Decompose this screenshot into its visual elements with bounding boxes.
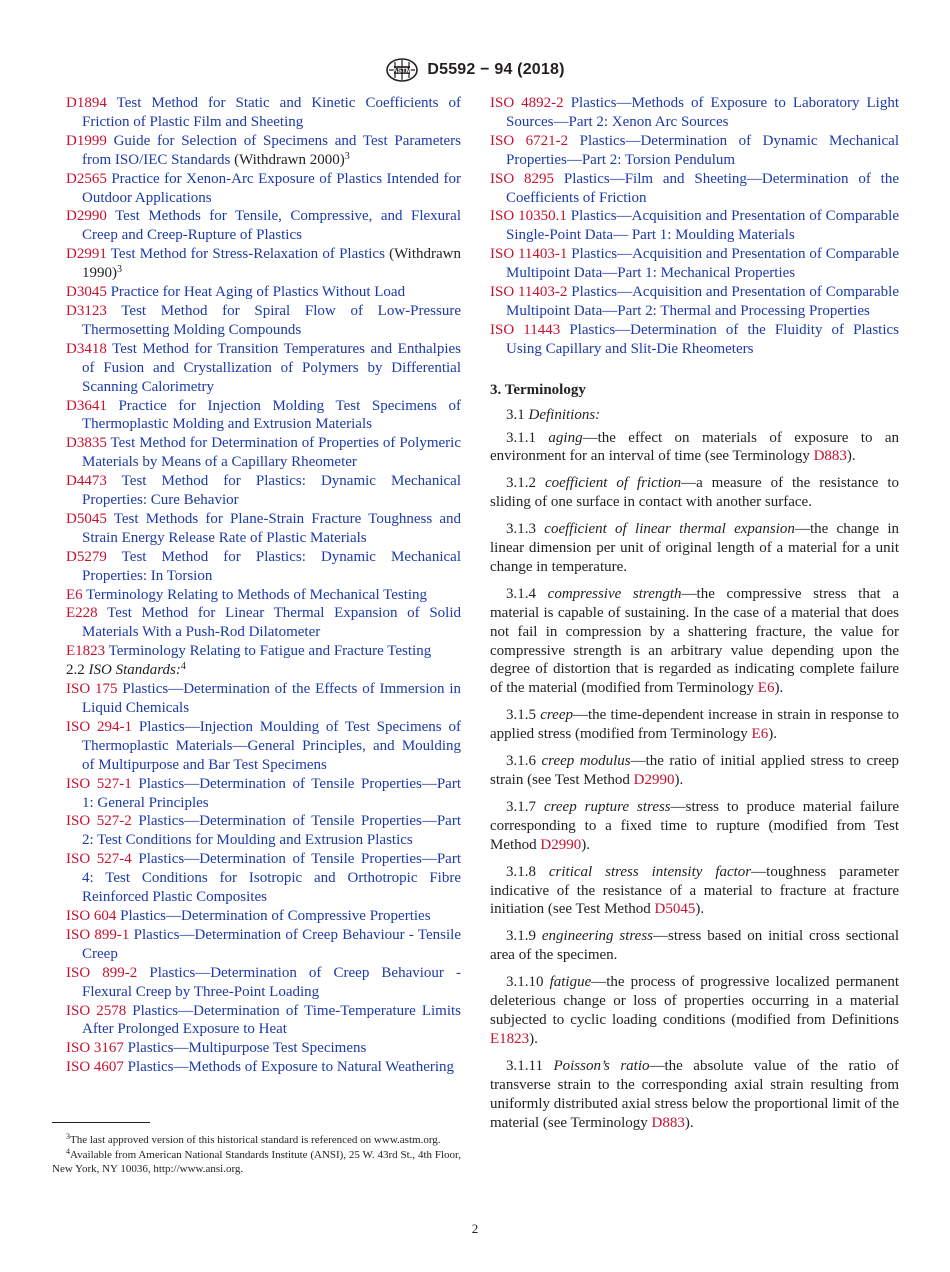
referenced-documents-astm <box>66 94 461 661</box>
reference-item <box>66 604 461 642</box>
reference-code-link[interactable]: ISO 527-2 <box>66 813 132 830</box>
reference-code-link[interactable]: ISO 175 <box>66 681 118 698</box>
reference-title-link[interactable]: Plastics—Film and Sheeting—Determination of the Coefficients of Friction <box>506 170 900 206</box>
reference-title-link[interactable]: Test Method for Linear Thermal Expansion of Solid Materials With a Push-Rod Dilatometer <box>82 605 461 641</box>
reference-title-link[interactable]: Test Method for Transition Temperatures and Enthalpies of Fusion and Crystallization of Polymers by Differential Scanning Calorimetry <box>82 340 461 395</box>
definition-reference-link[interactable]: D883 <box>813 448 847 465</box>
reference-title-link[interactable]: Terminology Relating to Methods of Mechanical Testing <box>86 586 428 603</box>
reference-title-link[interactable]: Plastics—Acquisition and Presentation of Comparable Multipoint Data—Part 1: Mechanical Properties <box>506 246 900 282</box>
reference-title-link[interactable]: Test Methods for Plane-Strain Fracture Toughness and Strain Energy Release Rate of Plastic Materials <box>82 510 461 546</box>
definition-reference-link[interactable]: D2990 <box>540 836 582 853</box>
definition-term: aging <box>548 429 583 446</box>
footnote <box>52 1148 461 1177</box>
reference-title-link[interactable]: Plastics—Acquisition and Presentation of Comparable Multipoint Data—Part 2: Thermal and Processing Properties <box>506 284 900 319</box>
reference-code-link[interactable]: ISO 899-2 <box>66 964 138 981</box>
reference-item <box>66 472 461 510</box>
reference-item <box>66 434 461 472</box>
reference-item <box>490 245 899 283</box>
definition-text: —stress to produce material failure corresponding to a fixed time to rupture (modified from Test Method <box>490 798 900 853</box>
reference-item <box>490 321 899 359</box>
definition-term: coefficient of linear thermal expansion <box>544 521 795 538</box>
definition-reference-link[interactable]: E1823 <box>490 1030 530 1047</box>
definitions-list <box>490 429 899 1133</box>
reference-title-link[interactable]: Test Method for Spiral Flow of Low-Pressure Thermosetting Molding Compounds <box>82 302 461 338</box>
reference-title-link[interactable]: Test Method for Static and Kinetic Coefficients of Friction of Plastic Film and Sheeting <box>82 95 461 130</box>
reference-item <box>66 907 461 926</box>
definition-text: —the absolute value of the ratio of transverse strain to the corresponding axial strain resulting from uniformly distributed axial stress below the proportional limit of the material (see Terminology <box>490 1057 899 1131</box>
definition-paragraph <box>490 863 899 920</box>
definition-text-end: ). <box>529 1030 538 1047</box>
reference-title-link[interactable]: Plastics—Methods of Exposure to Laboratory Light Sources—Part 2: Xenon Arc Sources <box>506 95 899 130</box>
reference-item <box>66 812 461 850</box>
svg-text:ASTM: ASTM <box>393 67 412 75</box>
footnote-marker[interactable]: 3 <box>344 150 350 162</box>
definition-term: creep modulus <box>541 753 631 770</box>
reference-code-link[interactable]: E228 <box>66 605 98 622</box>
footnotes <box>52 1133 461 1177</box>
reference-item <box>66 245 461 283</box>
definition-text: —stress based on initial cross sectional area of the specimen. <box>490 928 900 964</box>
reference-code-link[interactable]: D2990 <box>66 208 107 225</box>
definition-reference-link[interactable]: D2990 <box>633 772 675 788</box>
definition-text: —a measure of the resistance to sliding of one surface in contact with another surface. <box>490 475 899 511</box>
definition-number: 3.1.8 <box>506 863 536 880</box>
definition-reference-link[interactable]: E6 <box>751 726 769 743</box>
definition-paragraph <box>490 474 899 512</box>
reference-title-link[interactable]: Test Methods for Tensile, Compressive, and Flexural Creep and Creep-Rupture of Plastics <box>82 208 461 244</box>
definition-paragraph <box>490 429 899 467</box>
definition-text-end: ). <box>768 726 777 743</box>
definition-text: —toughness parameter indicative of the resistance of a material to fracture at fracture initiation (see Test Method <box>490 863 899 918</box>
reference-item <box>66 510 461 548</box>
reference-code-link[interactable]: D1999 <box>66 132 107 149</box>
definition-term: creep rupture stress <box>543 798 671 815</box>
reference-title-link[interactable]: Plastics—Determination of the Fluidity of Plastics Using Capillary and Slit-Die Rheometers <box>506 321 899 357</box>
definition-text-end: ). <box>581 836 591 853</box>
referenced-documents-iso <box>66 680 461 1077</box>
reference-item <box>66 397 461 435</box>
astm-logo-icon <box>385 57 419 83</box>
reference-code-link[interactable]: D2991 <box>66 246 107 263</box>
reference-title-link[interactable]: Guide for Selection of Specimens and Test Parameters from ISO/IEC Standards <box>82 132 462 168</box>
footnote <box>52 1133 461 1148</box>
definition-text: —the ratio of initial applied stress to creep strain (see Test Method <box>490 753 900 788</box>
reference-item <box>66 1002 461 1040</box>
definition-number: 3.1.9 <box>506 928 536 945</box>
reference-item <box>66 775 461 813</box>
reference-code-link[interactable]: ISO 527-1 <box>66 775 132 792</box>
definition-number: 3.1.10 <box>506 974 544 991</box>
reference-title-link[interactable]: Test Method for Determination of Properties of Polymeric Materials by Means of a Capillary Rheometer <box>82 435 461 471</box>
definitions-subheading <box>490 406 899 425</box>
definition-number: 3.1.5 <box>506 707 536 724</box>
reference-code-link[interactable]: ISO 6721-2 <box>490 132 569 149</box>
definition-number: 3.1.1 <box>506 429 536 446</box>
reference-item <box>66 642 461 661</box>
reference-item <box>66 850 461 907</box>
definition-text-end: ). <box>674 772 684 788</box>
reference-code-link[interactable]: ISO 8295 <box>490 170 555 187</box>
iso-subheading-footnote[interactable]: 4 <box>180 661 186 673</box>
definition-number: 3.1.3 <box>506 521 536 538</box>
definition-term: fatigue <box>549 974 592 991</box>
reference-code-link[interactable]: ISO 294-1 <box>66 718 133 735</box>
reference-item <box>490 207 899 245</box>
reference-code-link[interactable]: ISO 11403-2 <box>490 284 568 301</box>
reference-item <box>66 1058 461 1077</box>
definition-paragraph <box>490 752 899 790</box>
definition-number: 3.1.2 <box>506 475 536 492</box>
definition-paragraph <box>490 520 899 577</box>
definition-paragraph <box>490 1057 899 1133</box>
reference-item <box>66 283 461 302</box>
reference-code-link[interactable]: D3045 <box>66 284 107 301</box>
reference-title-link[interactable]: Terminology Relating to Fatigue and Fracture Testing <box>108 643 432 660</box>
reference-code-link[interactable]: D3418 <box>66 340 107 357</box>
definition-reference-link[interactable]: D883 <box>651 1114 685 1131</box>
definition-term: Poisson’s ratio <box>553 1057 650 1074</box>
reference-item <box>66 926 461 964</box>
definition-text: —the compressive stress that a material is capable of sustaining. In the case of a material that does not fail in compression by a shattering fracture, the value for compressive strength is an arbitrary value depending upon the degree of distortion that is regarded as indicating complete failure of the material (modified from Terminology <box>490 585 899 697</box>
right-column <box>490 94 899 1140</box>
definition-paragraph <box>490 585 899 698</box>
reference-code-link[interactable]: D3123 <box>66 302 107 319</box>
standard-designation: D5592 − 94 (2018) <box>427 61 565 78</box>
reference-item <box>66 302 461 340</box>
definition-term: critical stress intensity factor <box>548 863 752 880</box>
footnote-number: 4 <box>66 1146 70 1156</box>
reference-code-link[interactable]: ISO 527-4 <box>66 851 132 868</box>
reference-item <box>66 132 461 170</box>
reference-code-link[interactable]: ISO 10350.1 <box>490 208 567 225</box>
definition-number: 3.1.7 <box>506 798 536 815</box>
definition-text-end: ). <box>846 448 856 465</box>
definition-number: 3.1.11 <box>506 1057 543 1074</box>
definition-term: compressive strength <box>547 585 682 602</box>
footnote-number: 3 <box>66 1132 70 1141</box>
reference-title-link[interactable]: Plastics—Acquisition and Presentation of Comparable Single-Point Data— Part 1: Moulding Materials <box>506 208 899 244</box>
reference-title-link[interactable]: Plastics—Determination of Creep Behaviour - Flexural Creep by Three-Point Loading <box>82 964 461 1000</box>
definition-paragraph <box>490 927 899 965</box>
reference-title-link[interactable]: Test Method for Plastics: Dynamic Mechanical Properties: In Torsion <box>82 548 461 584</box>
definition-text: —the change in linear dimension per unit of original length of a material for a unit change in temperature. <box>490 521 899 575</box>
reference-item <box>66 1039 461 1058</box>
iso-subheading-number: 2.2 <box>66 662 85 679</box>
definition-reference-link[interactable]: E6 <box>757 680 775 697</box>
reference-item <box>490 132 899 170</box>
reference-code-link[interactable]: D3835 <box>66 435 107 452</box>
reference-code-link[interactable]: D1894 <box>66 95 107 111</box>
definition-paragraph <box>490 798 899 855</box>
reference-code-link[interactable]: ISO 899-1 <box>66 926 130 943</box>
iso-subheading-label: ISO Standards: <box>88 662 181 679</box>
section-heading-terminology: 3. Terminology <box>490 381 586 398</box>
reference-item <box>490 283 899 321</box>
footnote-marker[interactable]: 3 <box>117 264 122 276</box>
page-number: 2 <box>471 1221 479 1236</box>
iso-standards-subheading <box>66 661 461 680</box>
definition-reference-link[interactable]: D5045 <box>654 901 696 918</box>
definition-number: 3.1.4 <box>506 585 536 602</box>
definition-text-end: ). <box>684 1114 694 1131</box>
definition-term: engineering stress <box>541 928 654 945</box>
reference-title-link[interactable]: Test Method for Stress-Relaxation of Plastics <box>110 246 385 263</box>
reference-code-link[interactable]: ISO 11443 <box>490 321 561 338</box>
reference-code-link[interactable]: E6 <box>66 586 83 603</box>
reference-title-link[interactable]: Plastics—Determination of Tensile Properties—Part 2: Test Conditions for Moulding and Extrusion Plastics <box>82 813 461 849</box>
reference-item <box>66 548 461 586</box>
definition-term: creep <box>540 707 573 724</box>
page-header <box>0 56 950 84</box>
reference-item <box>66 170 461 208</box>
reference-item <box>490 94 899 132</box>
footnote-text: Available from American National Standards Institute (ANSI), 25 W. 43rd St., 4th Floor, New York, NY 10036, http://www.ansi.org. <box>52 1148 461 1175</box>
reference-code-link[interactable]: D5045 <box>66 510 107 527</box>
reference-title-link[interactable]: Practice for Heat Aging of Plastics Without Load <box>110 284 406 301</box>
reference-code-link[interactable]: ISO 11403-1 <box>490 246 568 263</box>
definition-number: 3.1.6 <box>506 753 536 770</box>
reference-code-link[interactable]: D4473 <box>66 473 107 490</box>
reference-item <box>66 964 461 1002</box>
reference-code-link[interactable]: D3641 <box>66 397 107 414</box>
reference-item <box>66 94 461 132</box>
reference-item <box>66 718 461 775</box>
reference-code-link[interactable]: ISO 4892-2 <box>490 95 564 111</box>
definitions-number: 3.1 <box>506 406 525 423</box>
reference-title-link[interactable]: Plastics—Methods of Exposure to Natural Weathering <box>127 1059 455 1076</box>
reference-item <box>66 207 461 245</box>
reference-code-link[interactable]: ISO 3167 <box>66 1040 124 1057</box>
reference-item <box>490 170 899 208</box>
definition-text-end: ). <box>774 680 784 697</box>
reference-title-link[interactable]: Practice for Injection Molding Test Specimens of Thermoplastic Molding and Extrusion Materials <box>82 397 461 433</box>
reference-title-link[interactable]: Plastics—Determination of Creep Behaviour - Tensile Creep <box>82 926 462 962</box>
reference-title-link[interactable]: Plastics—Multipurpose Test Specimens <box>127 1040 367 1057</box>
referenced-documents-iso-continued <box>490 94 899 359</box>
reference-note: (Withdrawn 1990) <box>82 246 462 282</box>
reference-item <box>66 340 461 397</box>
definition-text: —the process of progressive localized permanent deleterious change or loss of properties occurring in a material subjected to cyclic loading conditions (modified from Definitions <box>490 974 900 1028</box>
reference-title-link[interactable]: Plastics—Determination of Dynamic Mechanical Properties—Part 2: Torsion Pendulum <box>506 132 899 168</box>
reference-item <box>66 680 461 718</box>
definition-text-end: ). <box>695 901 705 918</box>
reference-title-link[interactable]: Practice for Xenon-Arc Exposure of Plastics Intended for Outdoor Applications <box>82 170 462 206</box>
definition-text: —the effect on materials of exposure to an environment for an interval of time (see Terminology <box>490 429 899 465</box>
definitions-label: Definitions: <box>528 406 601 423</box>
reference-title-link[interactable]: Plastics—Determination of Tensile Properties—Part 1: General Principles <box>82 775 461 811</box>
footnote-divider <box>52 1122 150 1123</box>
definition-paragraph <box>490 973 899 1049</box>
reference-code-link[interactable]: E1823 <box>66 643 106 660</box>
reference-title-link[interactable]: Test Method for Plastics: Dynamic Mechanical Properties: Cure Behavior <box>82 473 461 509</box>
reference-code-link[interactable]: D2565 <box>66 170 107 187</box>
reference-code-link[interactable]: ISO 2578 <box>66 1002 127 1019</box>
reference-item <box>66 586 461 605</box>
reference-title-link[interactable]: Plastics—Determination of Time-Temperature Limits After Prolonged Exposure to Heat <box>82 1002 462 1038</box>
reference-title-link[interactable]: Plastics—Determination of the Effects of Immersion in Liquid Chemicals <box>82 681 462 716</box>
reference-title-link[interactable]: Plastics—Injection Moulding of Test Specimens of Thermoplastic Materials—General Principles, and Moulding of Multipurpose and Bar Test Specimens <box>82 718 461 773</box>
reference-code-link[interactable]: ISO 604 <box>66 907 117 924</box>
definition-term: coefficient of friction <box>544 475 682 492</box>
reference-title-link[interactable]: Plastics—Determination of Tensile Properties—Part 4: Test Conditions for Isotropic and Orthotropic Fibre Reinforced Plastic Composites <box>82 851 461 906</box>
reference-note: (Withdrawn 2000) <box>230 151 345 168</box>
reference-code-link[interactable]: ISO 4607 <box>66 1059 124 1076</box>
footnote-text: The last approved version of this historical standard is referenced on www.astm.org. <box>70 1134 441 1146</box>
definition-paragraph <box>490 706 899 744</box>
reference-code-link[interactable]: D5279 <box>66 548 107 565</box>
left-column <box>66 94 461 1077</box>
definition-text: —the time-dependent increase in strain in response to applied stress (modified from Terminology <box>490 707 899 743</box>
reference-title-link[interactable]: Plastics—Determination of Compressive Properties <box>120 907 431 924</box>
